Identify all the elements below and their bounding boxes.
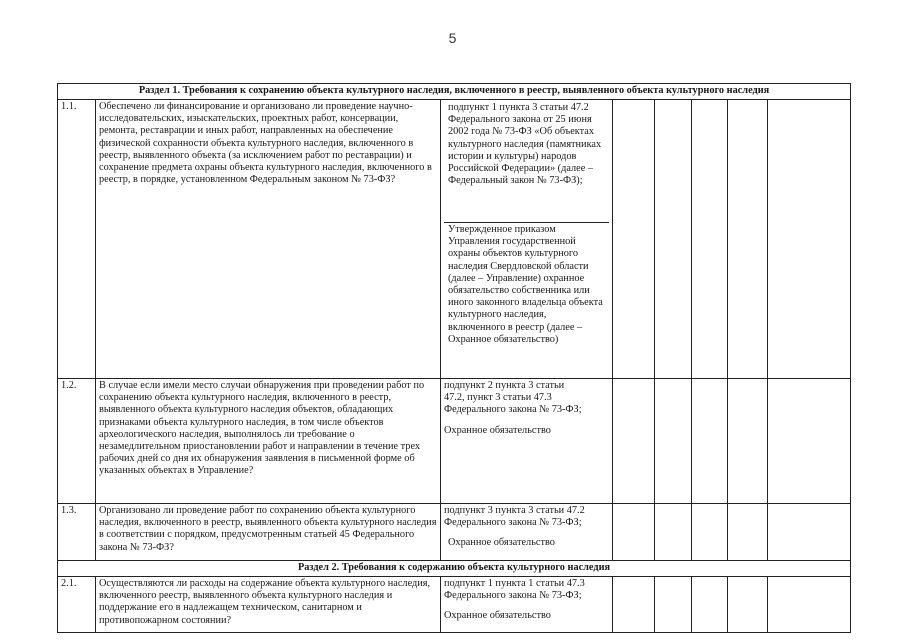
note-cell[interactable] (768, 379, 851, 504)
legal-reference: Охранное обязательство (444, 610, 551, 622)
checklist-table (57, 83, 851, 633)
answer-na-cell[interactable] (692, 100, 728, 379)
section-1-header-row (58, 84, 851, 100)
section-title: Раздел 2. Требования к содержанию объекта культурного наследия (58, 561, 851, 577)
note-cell[interactable] (768, 504, 851, 561)
legal-reference-cell (441, 100, 613, 379)
table-row (58, 100, 851, 379)
row-number: 1.3. (58, 504, 96, 561)
table-row (58, 504, 851, 561)
legal-reference-cell (441, 504, 613, 561)
requirement-question: Обеспечено ли финансирование и организовано ли проведение научно-исследовательских, изыскательских, проектных работ, консервации, ремонта, реставрации и иных работ, направленных на обеспечение физической сохранности объекта культурного наследия, включенного в реестр, выявленного объекта (за исключением работ по реставрации) и сохранение предмета охраны объекта культурного наследия, включенного в реестр, в порядке, установленном Федеральным законом № 73-ФЗ? (96, 100, 441, 379)
answer-na-cell[interactable] (692, 504, 728, 561)
answer-no-cell[interactable] (655, 100, 692, 379)
answer-extra-cell[interactable] (728, 577, 768, 633)
section-title: Раздел 1. Требования к сохранению объекта культурного наследия, включенного в реестр, выявленного объекта культурного наследия (58, 84, 851, 100)
requirement-question: В случае если имели место случаи обнаружения при проведении работ по сохранению объекта культурного наследия, включенного в реестр, выявленного объекта культурного наследия объектов, обладающих признаками объекта культурного наследия, в том числе объектов археологического наследия, выполнялось ли требование о незамедлительном приостановлении работ и направлении в течение трех рабочих дней со дня их обнаружения заявления в письменной форме об указанных объектах в Управление? (96, 379, 441, 504)
answer-no-cell[interactable] (655, 577, 692, 633)
requirement-question: Организовано ли проведение работ по сохранению объекта культурного наследия, включенного в реестр, выявленного объекта культурного наследия в соответствии с порядком, предусмотренным статьей 45 Федерального закона № 73-ФЗ? (96, 504, 441, 561)
table-row (58, 379, 851, 504)
legal-reference: Охранное обязательство (448, 537, 555, 549)
answer-no-cell[interactable] (655, 379, 692, 504)
legal-reference: подпункт 3 пункта 3 статьи 47.2 Федерального закона № 73-ФЗ; (444, 505, 585, 529)
answer-no-cell[interactable] (655, 504, 692, 561)
answer-extra-cell[interactable] (728, 100, 768, 379)
legal-reference: подпункт 1 пункта 3 статьи 47.2 Федерального закона от 25 июня 2002 года № 73-ФЗ «Об объектах культурного наследия (памятниках истории и культуры) народов Российской Федерации» (далее – Федеральный закон № 73-ФЗ); (448, 102, 602, 187)
answer-extra-cell[interactable] (728, 504, 768, 561)
legal-reference-cell (441, 577, 613, 633)
table-row (58, 577, 851, 633)
row-number: 2.1. (58, 577, 96, 633)
row-number: 1.1. (58, 100, 96, 379)
row-number: 1.2. (58, 379, 96, 504)
note-cell[interactable] (768, 577, 851, 633)
legal-reference: подпункт 2 пункта 3 статьи 47.2, пункт 3 статьи 47.3 Федерального закона № 73-ФЗ; (444, 380, 582, 416)
answer-yes-cell[interactable] (613, 577, 655, 633)
answer-na-cell[interactable] (692, 577, 728, 633)
legal-reference: Утвержденное приказом Управления государственной охраны объектов культурного наследия Свердловской области (далее – Управление) охранное обязательство собственника или иного законного владельца объекта культурного наследия, включенного в реестр (далее – Охранное обязательство) (444, 222, 609, 348)
answer-extra-cell[interactable] (728, 379, 768, 504)
legal-reference-cell (441, 379, 613, 504)
answer-yes-cell[interactable] (613, 100, 655, 379)
legal-reference: Охранное обязательство (444, 424, 551, 436)
answer-yes-cell[interactable] (613, 504, 655, 561)
section-2-header-row (58, 561, 851, 577)
answer-na-cell[interactable] (692, 379, 728, 504)
page-number: 5 (448, 30, 457, 46)
answer-yes-cell[interactable] (613, 379, 655, 504)
note-cell[interactable] (768, 100, 851, 379)
legal-reference: подпункт 1 пункта 1 статьи 47.3 Федерального закона № 73-ФЗ; (444, 578, 585, 602)
requirement-question: Осуществляются ли расходы на содержание объекта культурного наследия, включенного реестр, выявленного объекта культурного наследия и поддержание его в надлежащем техническом, санитарном и противопожарном состоянии? (96, 577, 441, 633)
